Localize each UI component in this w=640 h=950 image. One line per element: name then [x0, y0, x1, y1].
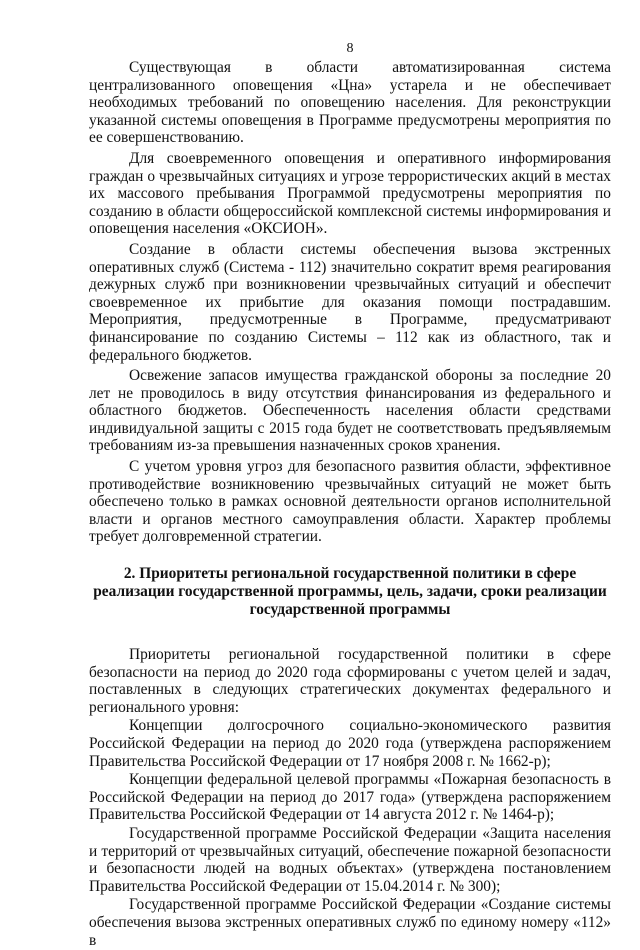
paragraph-threat-levels: С учетом уровня угроз для безопасного развития области, эффективное противодействие возникновению чрезвычайных ситуаций не может быть обеспечено только в рамках основной деятельности органов исполнительной власти и органов местного самоуправления области. Характер проблемы требует долговременной стратегии. — [89, 458, 611, 546]
paragraph-concept-development: Концепции долгосрочного социально-экономического развития Российской Федерации на период до 2020 года (утверждена распоряжением Правительства Российской Федерации от 17 ноября 2008 г. № 1662-р); — [89, 717, 611, 770]
document-page — [89, 40, 611, 950]
paragraph-emergency-112-program: Государственной программе Российской Федерации «Создание системы обеспечения вызова экстренных оперативных служб по единому номеру «112» в — [89, 896, 611, 949]
page-number: 8 — [346, 41, 354, 56]
paragraph-oksion: Для своевременного оповещения и оперативного информирования граждан о чрезвычайных ситуациях и угрозе террористических акций в местах их массового пребывания Программой предусмотрены мероприятия по созданию в области общероссийской комплексной системы информирования и оповещения населения «ОКСИОН». — [89, 149, 611, 238]
paragraph-population-protection: Государственной программе Российской Федерации «Защита населения и территорий от чрезвычайных ситуаций, обеспечение пожарной безопасности и безопасности людей на водных объектах» (утверждена постановлением Правительства Российской Федерации от 15.04.2014 г. № 300); — [89, 824, 611, 895]
paragraph-civil-defense-stocks: Освежение запасов имущества гражданской обороны за последние 20 лет не проводилось в виду отсутствия финансирования из федерального и областного бюджетов. Обеспеченность населения области средствами индивидуальной защиты с 2015 года будет не соответствовать предъявляемым требованиям из-за превышения назначенных сроков хранения. — [89, 367, 611, 455]
section-heading: 2. Приоритеты региональной государственной политики в сфере реализации государственной программы, цель, задачи, сроки реализации государственной программы — [93, 565, 607, 619]
paragraph-priorities: Приоритеты региональной государственной политики в сфере безопасности на период до 2020 года сформированы с учетом целей и задач, поставленных в следующих стратегических документах федерального и регионального уровня: — [89, 646, 611, 716]
paragraph-warning-system: Существующая в области автоматизированная система централизованного оповещения «Цна» устарела и не обеспечивает необходимых требований по оповещению населения. Для реконструкции указанной системы оповещения в Программе предусмотрены мероприятия по ее совершенствованию. — [89, 59, 611, 147]
paragraph-system-112: Создание в области системы обеспечения вызова экстренных оперативных служб (Система - 112) значительно сократит время реагирования дежурных служб при возникновении чрезвычайных ситуаций и обеспечит своевременное их прибытие для оказания помощи пострадавшим. Мероприятия, предусмотренные в Программе, предусматривают финансирование по созданию Системы – 112 как из областного, так и федерального бюджетов. — [89, 240, 611, 364]
paragraph-fire-safety-program: Концепции федеральной целевой программы «Пожарная безопасность в Российской Федерации на период до 2017 года» (утверждена распоряжением Правительства Российской Федерации от 14 августа 2012 г. № 1464-р); — [89, 771, 611, 824]
